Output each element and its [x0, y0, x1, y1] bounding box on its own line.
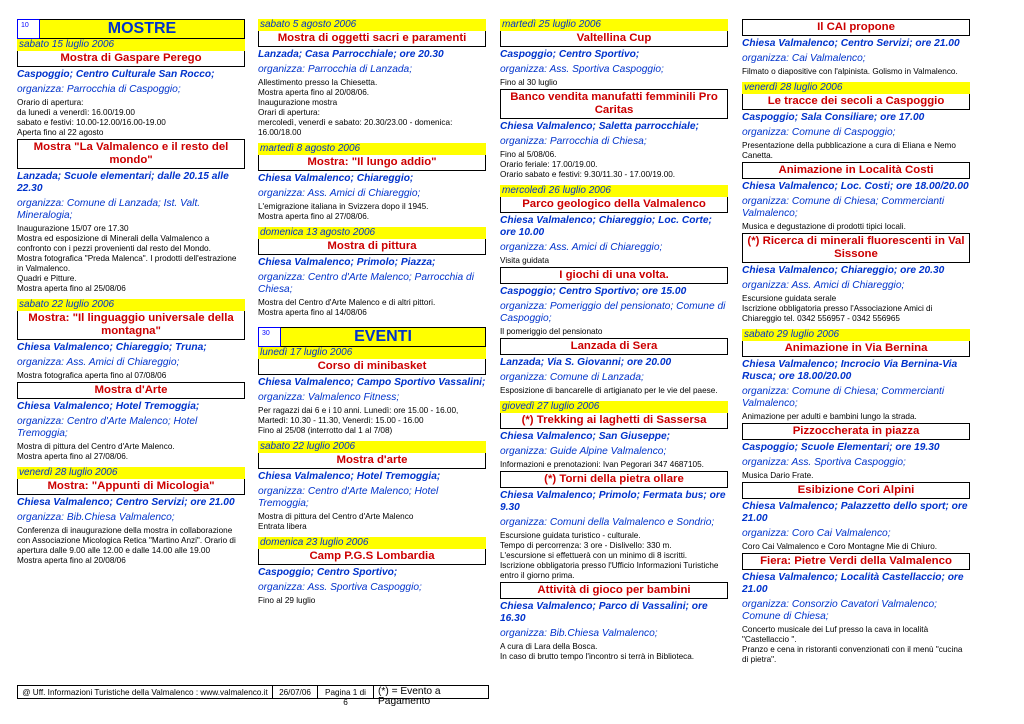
event-description: Allestimento presso la Chiesetta. Mostra aperta fino al 20/08/06. Inaugurazione mostra Orari di apertura: mercoledì, venerdì e sabato: 20.30/23.00 - domenica: 16.00/18.00 [258, 78, 453, 137]
event-title: Valtellina Cup [500, 31, 728, 47]
event-location: Caspoggio; Centro Sportivo; [500, 49, 640, 60]
event-title: (*) Trekking ai laghetti di Sassersa [500, 413, 728, 429]
event-location: Caspoggio; Centro Sportivo; [258, 567, 398, 578]
event-location: Chiesa Valmalenco; Chiareggio; Loc. Corte; ore 10.00 [500, 215, 712, 238]
event-date: mercoledì 26 luglio 2006 [500, 185, 728, 197]
event-organizer: organizza: Comune di Chiesa; Commercianti Valmalenco; [742, 386, 945, 409]
event-description: Animazione per adulti e bambini lungo la strada. [742, 412, 917, 421]
event-location: Chiesa Valmalenco; Hotel Tremoggia; [17, 401, 200, 412]
event-description: Escursione guidata turistico - culturale. Tempo di percorrenza: 3 ore - Dislivello: 330 m. L'escursione si effettuerà con un minimo di 8 iscritti. Iscrizione obbligatoria presso l'Ufficio Informazioni Turistiche entro il giorno prima. [500, 531, 719, 580]
event-date: venerdì 28 luglio 2006 [17, 467, 245, 479]
event-organizer: organizza: Ass. Amici di Chiareggio; [742, 280, 905, 291]
event-item [500, 582, 728, 662]
event-description: Musica e degustazione di prodotti tipici locali. [742, 222, 906, 231]
event-location: Lanzada; Scuole elementari; dalle 20.15 alle 22.30 [17, 171, 229, 194]
event-date: martedì 8 agosto 2006 [258, 143, 486, 155]
event-location: Chiesa Valmalenco; Hotel Tremoggia; [258, 471, 441, 482]
event-description: Fino al 5/08/06. Orario feriale: 17.00/19.00. Orario sabato e festivi: 9.30/11.30 - 17.00/19.00. [500, 150, 676, 179]
event-item [500, 197, 728, 266]
event-organizer: organizza: Centro d'Arte Malenco; Parrocchia di Chiesa; [258, 272, 474, 295]
event-title: Animazione in Località Costi [742, 162, 970, 179]
event-title: Camp P.G.S Lombardia [258, 549, 486, 565]
event-organizer: organizza: Comuni della Valmalenco e Sondrio; [500, 517, 715, 528]
event-item [742, 19, 970, 77]
event-location: Chiesa Valmalenco; Incrocio Via Bernina-Via Rusca; ore 18.00/20.00 [742, 359, 958, 382]
event-location: Chiesa Valmalenco; Chiareggio; [258, 173, 414, 184]
event-title: Mostra: "Appunti di Micologia" [17, 479, 245, 495]
event-item [742, 341, 970, 422]
event-location: Chiesa Valmalenco; Chiareggio; ore 20.30 [742, 265, 945, 276]
event-organizer: organizza: Comune di Lanzada; [500, 372, 644, 383]
event-item [258, 239, 486, 318]
event-location: Chiesa Valmalenco; Campo Sportivo Vassalini; [258, 377, 486, 388]
event-organizer: organizza: Ass. Sportiva Caspoggio; [500, 64, 664, 75]
event-location: Chiesa Valmalenco; Centro Servizi; ore 21.00 [17, 497, 235, 508]
event-organizer: organizza: Parrocchia di Lanzada; [258, 64, 413, 75]
event-location: Chiesa Valmalenco; Primolo; Piazza; [258, 257, 436, 268]
event-location: Lanzada; Via S. Giovanni; ore 20.00 [500, 357, 672, 368]
event-title: Mostra di oggetti sacri e paramenti [258, 31, 486, 47]
event-location: Chiesa Valmalenco; San Giuseppe; [500, 431, 671, 442]
event-item [742, 233, 970, 324]
event-location: Caspoggio; Scuole Elementari; ore 19.30 [742, 442, 940, 453]
event-date: sabato 29 luglio 2006 [742, 329, 970, 341]
event-organizer: organizza: Ass. Sportiva Caspoggio; [258, 582, 422, 593]
event-location: Chiesa Valmalenco; Loc. Costi; ore 18.00/20.00 [742, 181, 969, 192]
event-organizer: organizza: Pomeriggio del pensionato; Comune di Caspoggio; [500, 301, 726, 324]
event-organizer: organizza: Centro d'Arte Malenco; Hotel Tremoggia; [258, 486, 439, 509]
event-description: Escursione guidata serale Iscrizione obbligatoria presso l'Associazione Amici di Chiareggio tel. 0342 556957 - 0342 556965 [742, 294, 933, 323]
event-description: Mostra di pittura del Centro d'Arte Malenco Entrata libera [258, 512, 414, 531]
event-title: Le tracce dei secoli a Caspoggio [742, 94, 970, 110]
event-location: Chiesa Valmalenco; Primolo; Fermata bus; ore 9.30 [500, 490, 726, 513]
event-title: Mostra: "Il linguaggio universale della montagna" [17, 311, 245, 340]
event-title: Pizzoccherata in piazza [742, 423, 970, 440]
event-title: Mostra di Gaspare Perego [17, 51, 245, 67]
event-description: Orario di apertura: da lunedì a venerdì: 16.00/19.00 sabato e festivi: 10.00-12.00/16.00-19.00 Aperta fino al 22 agosto [17, 98, 166, 137]
event-title: (*) Ricerca di minerali fluorescenti in Val Sissone [742, 233, 970, 263]
event-organizer: organizza: Ass. Amici di Chiareggio; [258, 188, 421, 199]
event-item [742, 553, 970, 665]
event-date: lunedì 17 luglio 2006 [258, 347, 486, 359]
footer-source: @ Uff. Informazioni Turistiche della Valmalenco : www.valmalenco.it [17, 685, 272, 699]
event-date: martedì 25 luglio 2006 [500, 19, 728, 31]
event-description: Informazioni e prenotazioni: Ivan Pegorari 347 4687105. [500, 460, 704, 469]
event-title: Parco geologico della Valmalenco [500, 197, 728, 213]
event-organizer: organizza: Centro d'Arte Malenco; Hotel Tremoggia; [17, 416, 198, 439]
event-description: Coro Cai Valmalenco e Coro Montagne Mie di Chiuro. [742, 542, 938, 551]
event-item [17, 382, 245, 462]
event-item [17, 479, 245, 566]
event-item [17, 139, 245, 294]
event-organizer: organizza: Guide Alpine Valmalenco; [500, 446, 667, 457]
event-date: sabato 15 luglio 2006 [17, 39, 245, 51]
section-title: EVENTI [280, 327, 486, 347]
event-item [258, 453, 486, 532]
event-description: A cura di Lara della Bosca. In caso di brutto tempo l'incontro si terrà in Biblioteca. [500, 642, 695, 661]
event-date: giovedì 27 luglio 2006 [500, 401, 728, 413]
event-description: Visita guidata [500, 256, 550, 265]
event-location: Chiesa Valmalenco; Saletta parrocchiale; [500, 121, 699, 132]
event-organizer: organizza: Consorzio Cavatori Valmalenco; Comune di Chiesa; [742, 599, 937, 622]
event-item [258, 31, 486, 138]
event-description: Mostra fotografica aperta fino al 07/08/06 [17, 371, 167, 380]
event-organizer: organizza: Cai Valmalenco; [742, 53, 866, 64]
event-location: Lanzada; Casa Parrocchiale; ore 20.30 [258, 49, 444, 60]
event-item [258, 155, 486, 222]
section-header [17, 19, 245, 39]
event-description: Filmato o diapositive con l'alpinista. Golismo in Valmalenco. [742, 67, 958, 76]
event-item [742, 94, 970, 161]
event-organizer: organizza: Coro Cai Valmalenco; [742, 528, 891, 539]
column-2 [258, 19, 486, 607]
event-title: Banco vendita manufatti femminili Pro Caritas [500, 89, 728, 119]
event-description: Mostra di pittura del Centro d'Arte Malenco. Mostra aperta fino al 27/08/06. [17, 442, 175, 461]
event-item [500, 267, 728, 337]
event-description: Inaugurazione 15/07 ore 17.30 Mostra ed esposizione di Minerali della Valmalenco a confronto con i pezzi provenienti dal resto del Mondo. Mostra fotografica "Preda Malenca". I prodotti dell'estrazione in Valmalenco. Quadri e Pitture. Mostra aperta fino al 25/08/06 [17, 224, 237, 293]
footer-page: Pagina 1 di 6 [317, 685, 373, 699]
event-description: Fino al 29 luglio [258, 596, 316, 605]
event-title: Mostra "La Valmalenco e il resto del mondo" [17, 139, 245, 169]
event-title: Mostra di pittura [258, 239, 486, 255]
footer-legend: (*) = Evento a Pagamento [373, 685, 489, 699]
section-number: 10 [17, 19, 39, 39]
event-location: Chiesa Valmalenco; Palazzetto dello sport; ore 21.00 [742, 501, 968, 524]
event-item [500, 413, 728, 470]
event-item [500, 338, 728, 396]
event-description: Presentazione della pubblicazione a cura di Eliana e Nemo Canetta. [742, 141, 956, 160]
event-title: Mostra d'Arte [17, 382, 245, 399]
event-description: Musica Dario Frate. [742, 471, 814, 480]
column-3 [500, 19, 728, 663]
column-1 [17, 19, 245, 567]
event-item [258, 549, 486, 606]
event-item [500, 31, 728, 88]
footer [17, 685, 489, 707]
event-item [742, 482, 970, 552]
event-organizer: organizza: Valmalenco Fitness; [258, 392, 400, 403]
event-title: Attività di gioco per bambini [500, 582, 728, 599]
event-description: L'emigrazione italiana in Svizzera dopo il 1945. Mostra aperta fino al 27/08/06. [258, 202, 429, 221]
event-organizer: organizza: Comune di Lanzada; Ist. Valt. Mineralogia; [17, 198, 201, 221]
column-4 [742, 19, 970, 666]
event-title: Esibizione Cori Alpini [742, 482, 970, 499]
event-date: venerdì 28 luglio 2006 [742, 82, 970, 94]
event-title: Corso di minibasket [258, 359, 486, 375]
footer-date: 26/07/06 [272, 685, 317, 699]
event-location: Caspoggio; Centro Culturale San Rocco; [17, 69, 215, 80]
event-organizer: organizza: Ass. Sportiva Caspoggio; [742, 457, 906, 468]
section-title: MOSTRE [39, 19, 245, 39]
event-description: Mostra del Centro d'Arte Malenco e di altri pittori. Mostra aperta fino al 14/08/06 [258, 298, 436, 317]
section-number: 30 [258, 327, 280, 347]
event-description: Concerto musicale dei Luf presso la cava in località "Castellaccio ". Pranzo e cena in ristoranti convenzionati con il menù "cucina di pietra". [742, 625, 963, 664]
event-title: Mostra: "Il lungo addio" [258, 155, 486, 171]
event-date: domenica 13 agosto 2006 [258, 227, 486, 239]
event-item [742, 423, 970, 481]
event-item [17, 311, 245, 381]
event-location: Chiesa Valmalenco; Centro Servizi; ore 21.00 [742, 38, 960, 49]
event-date: sabato 22 luglio 2006 [17, 299, 245, 311]
event-description: Conferenza di inaugurazione della mostra in collaborazione con Associazione Micologica Retica "Martino Anzi". Orario di apertura dalle 9.00 alle 12.00 e dalle 14.00 alle 19.00 Mostra aperta fino al 20/08/06 [17, 526, 236, 565]
event-item [258, 359, 486, 436]
event-title: Il CAI propone [742, 19, 970, 36]
event-title: Mostra d'arte [258, 453, 486, 469]
event-description: Fino al 30 luglio [500, 78, 558, 87]
event-title: I giochi di una volta. [500, 267, 728, 284]
event-organizer: organizza: Ass. Amici di Chiareggio; [500, 242, 663, 253]
event-organizer: organizza: Parrocchia di Caspoggio; [17, 84, 181, 95]
section-header [258, 327, 486, 347]
event-title: Fiera: Pietre Verdi della Valmalenco [742, 553, 970, 570]
event-date: domenica 23 luglio 2006 [258, 537, 486, 549]
event-organizer: organizza: Bib.Chiesa Valmalenco; [500, 628, 658, 639]
event-title: (*) Torni della pietra ollare [500, 471, 728, 488]
event-location: Caspoggio; Sala Consiliare; ore 17.00 [742, 112, 925, 123]
event-description: Per ragazzi dai 6 e i 10 anni. Lunedì: ore 15.00 - 16.00, Martedì: 10.30 - 11.30, Venerdì: 15.00 - 16.00 Fino al 25/08 (interrotto dal 1 al 7/08) [258, 406, 459, 435]
event-organizer: organizza: Parrocchia di Chiesa; [500, 136, 647, 147]
event-item [17, 51, 245, 138]
event-organizer: organizza: Comune di Chiesa; Commercianti Valmalenco; [742, 196, 945, 219]
event-organizer: organizza: Bib.Chiesa Valmalenco; [17, 512, 175, 523]
event-title: Animazione in Via Bernina [742, 341, 970, 357]
event-date: sabato 5 agosto 2006 [258, 19, 486, 31]
event-item [500, 89, 728, 180]
event-location: Caspoggio; Centro Sportivo; ore 15.00 [500, 286, 687, 297]
event-title: Lanzada di Sera [500, 338, 728, 355]
event-organizer: organizza: Ass. Amici di Chiareggio; [17, 357, 180, 368]
event-description: Esposizione di bancarelle di artigianato per le vie del paese. [500, 386, 718, 395]
event-location: Chiesa Valmalenco; Località Castellaccio; ore 21.00 [742, 572, 964, 595]
event-organizer: organizza: Comune di Caspoggio; [742, 127, 896, 138]
event-item [742, 162, 970, 232]
event-location: Chiesa Valmalenco; Chiareggio; Truna; [17, 342, 207, 353]
event-location: Chiesa Valmalenco; Parco di Vassalini; ore 16.30 [500, 601, 708, 624]
event-date: sabato 22 luglio 2006 [258, 441, 486, 453]
event-item [500, 471, 728, 581]
event-description: Il pomeriggio del pensionato [500, 327, 603, 336]
